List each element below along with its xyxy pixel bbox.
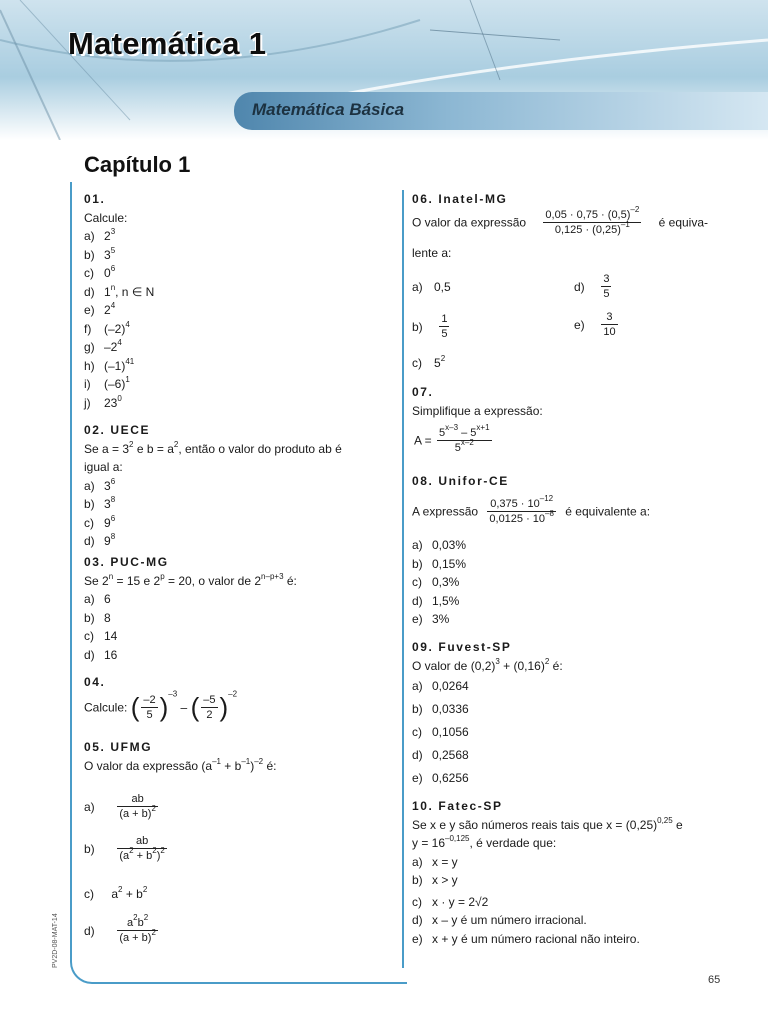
option-item (412, 675, 563, 698)
option-label: b) (84, 247, 95, 262)
option-base: (–2) (104, 321, 126, 336)
option-b: b) x > y (412, 873, 458, 887)
question-text: O valor da expressão $(a^{-1} + b^{-1})^{-2}$ é: (84, 756, 277, 773)
question-text: lente a: (412, 246, 452, 260)
question-09 (412, 638, 563, 790)
option-value: 3% (432, 612, 450, 626)
question-header: 08. Unifor-CE (412, 474, 509, 488)
question-header: 06. Inatel-MG (412, 192, 508, 206)
option-e: e) x + y é um número racional não inteiro. (412, 931, 640, 946)
option-label: b) (412, 702, 423, 716)
option-label: d) (412, 593, 423, 608)
question-header: 04. (84, 675, 106, 689)
option-item (84, 609, 297, 628)
option-label: c) (84, 515, 94, 530)
option-a: a) x = y (412, 854, 458, 869)
option-label: b) (84, 610, 95, 625)
option-label: f) (84, 321, 92, 336)
option-label: e) (412, 612, 423, 626)
option-base: 1 (104, 284, 111, 299)
option-value: 16 (104, 647, 118, 662)
option-a: a) $\frac{ab}{(a + b)^2}$ (84, 793, 156, 820)
option-list (412, 675, 563, 790)
option-d: d) $\frac{3}{5}$ (574, 273, 610, 300)
option-item (412, 555, 466, 574)
question-04-expression: Calcule: ( $\frac{-2}{5}$ )$^{-3}$ – ( $\frac{-5}{2}$ )$^{-2}$ (84, 689, 238, 722)
option-item (84, 477, 394, 496)
option-c: c) x · y = 2√2 (412, 894, 489, 909)
question-header: 09. Fuvest-SP (412, 640, 512, 654)
option-c: c) $5^2$ (412, 354, 446, 370)
option-list (412, 536, 466, 629)
option-label: a) (84, 592, 95, 606)
option-base: 2 (104, 303, 111, 317)
column-divider (402, 190, 404, 968)
option-list (84, 590, 297, 664)
option-item (84, 375, 154, 394)
option-d: d) x – y é um número irracional. (412, 913, 587, 927)
question-header: 05. UFMG (84, 740, 153, 754)
question-05 (84, 738, 276, 775)
option-item (84, 495, 394, 514)
option-value: 0,2568 (432, 748, 469, 762)
question-06 (412, 190, 507, 209)
option-item (84, 514, 394, 533)
option-value: 0,03% (432, 538, 467, 552)
question-03 (84, 553, 297, 664)
option-value: 0,6256 (432, 771, 469, 785)
option-label: d) (412, 748, 423, 762)
option-base: (–6) (104, 377, 126, 391)
option-value: 0,15% (432, 556, 467, 571)
question-header: 07. (412, 385, 434, 399)
option-value: 14 (104, 629, 118, 643)
question-text: Se $a = 3^2$ e $b = a^2$, então o valor do produto ab é (84, 439, 342, 456)
question-02 (84, 421, 394, 551)
question-08-options (412, 536, 466, 629)
option-label: d) (84, 647, 95, 662)
question-text: Se x e y são números reais tais que $x = (0,25)^{0,25}$ e (412, 815, 683, 832)
option-c: c) $a^2 + b^2$ (84, 885, 148, 901)
question-header: 10. Fatec-SP (412, 799, 503, 813)
option-base: 9 (104, 515, 111, 530)
question-07-expression: A = $\frac{5^{x-3} - 5^{x+1}}{5^{x-2}}$ (414, 423, 490, 454)
option-exponent: 6 (110, 264, 116, 273)
option-item (412, 698, 563, 721)
option-value: 0,3% (432, 575, 460, 589)
option-base: 3 (104, 247, 111, 262)
option-label: g) (84, 340, 95, 354)
option-label: i) (84, 377, 91, 391)
page-number: 65 (708, 974, 721, 986)
option-base: –2 (104, 340, 118, 354)
question-text: O valor de $(0,2)^3 + (0,16)^2$ é: (412, 656, 563, 673)
option-label: a) (412, 538, 423, 552)
option-item (84, 646, 297, 665)
option-item (84, 532, 394, 551)
option-base: 3 (104, 478, 111, 493)
option-item (84, 301, 154, 320)
option-exponent: 4 (117, 338, 122, 347)
option-list (84, 477, 394, 551)
option-label: e) (412, 771, 423, 785)
option-b: b) $\frac{1}{5}$ (412, 313, 448, 340)
question-header: 02. UECE (84, 423, 151, 437)
option-base: 2 (104, 229, 111, 243)
question-04 (84, 673, 105, 692)
option-exponent: 1 (125, 375, 130, 384)
option-label: e) (84, 303, 95, 317)
question-08-expression: A expressão $\frac{0,375 \cdot 10^{-12}}{0,0125 \cdot 10^{-8}}$ é equivalente a: (412, 494, 651, 525)
option-base: 0 (104, 266, 111, 280)
question-header: 03. PUC-MG (84, 555, 169, 569)
option-item (412, 610, 466, 629)
question-01 (84, 190, 154, 412)
option-base: 23 (104, 395, 118, 410)
option-item (84, 264, 154, 283)
question-text: Se $2^n = 15$ e $2^p = 20$, o valor de $2^{n-p+3}$ é: (84, 571, 297, 588)
option-value: 6 (104, 592, 111, 606)
option-exponent: 6 (110, 513, 116, 523)
option-a: a) 0,5 (412, 280, 451, 294)
option-item (84, 283, 154, 302)
option-label: d) (84, 534, 95, 548)
question-prompt: Calcule: (84, 210, 128, 225)
left-frame-line (70, 182, 72, 962)
option-value: 0,0336 (432, 702, 469, 716)
option-item (84, 320, 154, 339)
option-exponent: 4 (110, 301, 116, 310)
option-exponent: 4 (125, 319, 130, 329)
section-subtitle: Matemática Básica (252, 100, 405, 119)
option-label: a) (84, 229, 95, 243)
option-label: h) (84, 358, 95, 373)
question-10 (412, 797, 742, 948)
subject-title: Matemática 1 (68, 26, 267, 61)
option-item (84, 227, 154, 246)
option-item (412, 536, 466, 555)
option-item (412, 744, 563, 767)
option-item (412, 767, 563, 790)
chapter-title: Capítulo 1 (84, 152, 191, 177)
option-label: a) (84, 478, 95, 493)
question-07 (412, 383, 543, 420)
option-item (412, 573, 466, 592)
option-label: b) (84, 497, 95, 511)
option-label: c) (84, 629, 94, 643)
option-b: b) $\frac{ab}{(a^2 + b^2)^2}$ (84, 835, 165, 862)
option-value: 8 (104, 610, 111, 625)
option-label: c) (412, 575, 422, 589)
option-exponent: n (110, 282, 116, 292)
option-label: c) (84, 266, 94, 280)
option-item (84, 338, 154, 357)
option-d: d) $\frac{a^2b^2}{(a + b)^2}$ (84, 913, 156, 944)
option-label: d) (84, 284, 95, 299)
question-text: $y = 16^{-0,125}$, é verdade que: (412, 834, 557, 850)
option-item (84, 357, 154, 376)
option-value: 1,5% (432, 593, 460, 608)
question-06-expression: O valor da expressão $\frac{0,05 \cdot 0,75 \cdot (0,5)^{-2}}{0,125 \cdot (0,25)^{-1}}$ é equiva- (412, 205, 709, 236)
question-header: 01. (84, 192, 106, 206)
option-exponent: 0 (117, 393, 122, 403)
option-exponent: 8 (110, 532, 116, 541)
option-item (84, 627, 297, 646)
option-label: j) (84, 395, 91, 410)
option-e: e) $\frac{3}{10}$ (574, 311, 616, 338)
option-item (412, 592, 466, 611)
option-item (84, 246, 154, 265)
option-exponent: 3 (110, 227, 116, 236)
option-label: a) (412, 679, 423, 693)
option-label: c) (412, 725, 422, 739)
option-value: 0,0264 (432, 679, 469, 693)
option-label: b) (412, 556, 423, 571)
option-tail: , n ∈ N (115, 284, 155, 299)
side-code: PV2D-08-MAT-14 (52, 913, 59, 968)
option-item (412, 721, 563, 744)
option-exponent: 8 (110, 495, 116, 504)
option-value: 0,1056 (432, 725, 469, 739)
option-base: 3 (104, 497, 111, 511)
bottom-frame-line (70, 960, 407, 984)
option-exponent: 5 (110, 245, 116, 255)
question-prompt: Simplifique a expressão: (412, 403, 543, 418)
option-base: (–1) (104, 358, 126, 373)
option-item (84, 394, 154, 413)
question-08 (412, 472, 509, 491)
option-list (84, 227, 154, 412)
option-base: 9 (104, 534, 111, 548)
option-exponent: 6 (110, 476, 116, 486)
option-item (84, 590, 297, 609)
question-text: igual a: (84, 460, 123, 474)
option-exponent: 41 (125, 356, 135, 366)
